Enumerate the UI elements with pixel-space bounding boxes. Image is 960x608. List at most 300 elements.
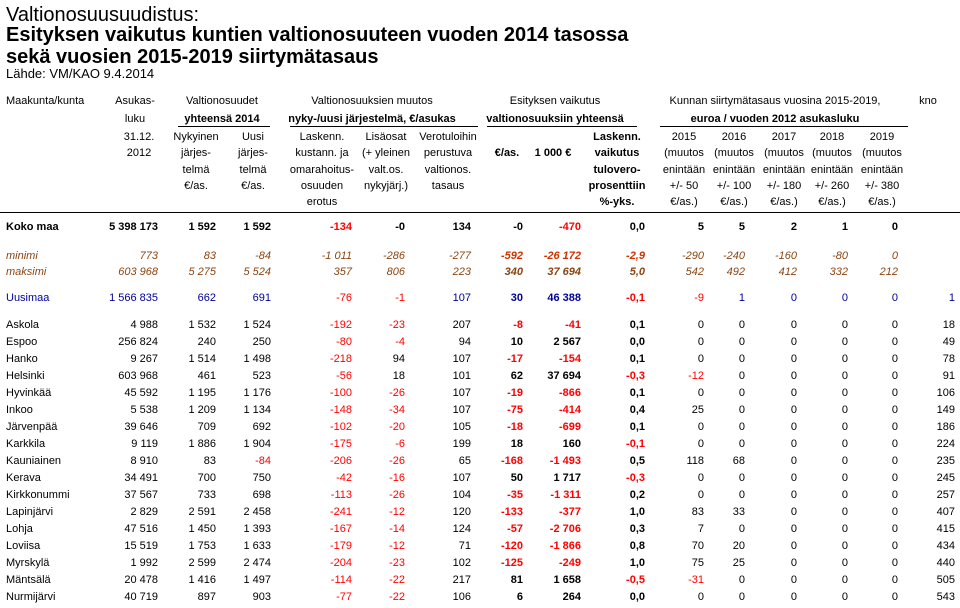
table-row bbox=[0, 421, 960, 438]
table-cell: 0 bbox=[891, 540, 898, 552]
table-cell: 407 bbox=[936, 506, 955, 518]
table-cell: -6 bbox=[395, 438, 405, 450]
table-cell: 94 bbox=[392, 353, 405, 365]
table-cell: -0,3 bbox=[626, 370, 645, 382]
table-row bbox=[0, 574, 960, 591]
table-cell: 224 bbox=[936, 438, 955, 450]
table-cell: -26 bbox=[389, 455, 405, 467]
table-cell: 0 bbox=[738, 523, 745, 535]
table-cell: 0 bbox=[841, 523, 848, 535]
table-cell: 0 bbox=[790, 404, 797, 416]
table-cell: 0 bbox=[738, 370, 745, 382]
table-cell: -12 bbox=[389, 540, 405, 552]
header-r4: 1 000 € bbox=[534, 147, 572, 159]
table-cell: 20 478 bbox=[124, 574, 158, 586]
table-cell: 1 717 bbox=[553, 472, 581, 484]
table-cell: 0 bbox=[891, 353, 898, 365]
table-cell: 434 bbox=[936, 540, 955, 552]
table-cell: 733 bbox=[197, 489, 216, 501]
table-cell: 107 bbox=[452, 353, 471, 365]
header-r4: (muutos bbox=[664, 147, 704, 159]
header-r6: +/- 260 bbox=[814, 180, 850, 192]
header-r7: €/as.) bbox=[720, 196, 748, 208]
table-cell: 0 bbox=[697, 489, 704, 501]
table-cell: -77 bbox=[336, 591, 352, 603]
header-r5: enintään bbox=[712, 164, 756, 176]
header-valtionosuudet: Valtionosuudet bbox=[186, 95, 258, 107]
table-cell: 49 bbox=[942, 336, 955, 348]
header-vaikutus: Esityksen vaikutus bbox=[509, 95, 601, 107]
table-cell: 0,4 bbox=[629, 404, 645, 416]
header-r5: enintään bbox=[810, 164, 854, 176]
table-cell: 40 719 bbox=[124, 591, 158, 603]
table-cell: 8 910 bbox=[130, 455, 158, 467]
table-cell: -0,1 bbox=[626, 438, 645, 450]
table-cell: -80 bbox=[832, 250, 848, 262]
table-cell: 0 bbox=[738, 489, 745, 501]
table-cell: 1 450 bbox=[188, 523, 216, 535]
header-r5: enintään bbox=[860, 164, 904, 176]
table-cell: 662 bbox=[197, 292, 216, 304]
header-yhteensa: yhteensä 2014 bbox=[184, 113, 260, 125]
row-name: Myrskylä bbox=[6, 557, 50, 569]
header-r5: tulovero- bbox=[593, 164, 641, 176]
header-r4: (+ yleinen bbox=[361, 147, 411, 159]
table-cell: 5,0 bbox=[629, 266, 645, 278]
table-cell: 0 bbox=[891, 319, 898, 331]
table-cell: -102 bbox=[329, 421, 352, 433]
header-r4: €/as. bbox=[494, 147, 520, 159]
header-underline bbox=[178, 126, 270, 127]
table-cell: -8 bbox=[513, 319, 523, 331]
table-cell: 104 bbox=[452, 489, 471, 501]
table-cell: 603 968 bbox=[118, 266, 158, 278]
header-underline bbox=[660, 126, 908, 127]
table-cell: 83 bbox=[691, 506, 704, 518]
table-cell: 1 393 bbox=[243, 523, 271, 535]
table-cell: 0 bbox=[738, 336, 745, 348]
table-cell: -0 bbox=[513, 221, 523, 233]
table-cell: 0 bbox=[790, 540, 797, 552]
table-cell: 505 bbox=[936, 574, 955, 586]
table-cell: 0 bbox=[841, 506, 848, 518]
table-row bbox=[0, 292, 960, 309]
table-row bbox=[0, 540, 960, 557]
table-cell: -1 bbox=[395, 292, 405, 304]
table-cell: 1 209 bbox=[188, 404, 216, 416]
table-cell: 0 bbox=[790, 455, 797, 467]
header-r5: telmä bbox=[182, 164, 210, 176]
header-r4: (muutos bbox=[714, 147, 754, 159]
row-name: Järvenpää bbox=[6, 421, 58, 433]
table-cell: 78 bbox=[942, 353, 955, 365]
table-cell: 33 bbox=[732, 506, 745, 518]
title-line-3: sekä vuosien 2015-2019 siirtymätasaus bbox=[6, 46, 379, 68]
table-cell: 81 bbox=[510, 574, 523, 586]
header-r4: 2012 bbox=[126, 147, 152, 159]
table-cell: -204 bbox=[329, 557, 352, 569]
table-cell: 340 bbox=[504, 266, 523, 278]
table-cell: 1 bbox=[738, 292, 745, 304]
table-cell: 0 bbox=[738, 438, 745, 450]
table-cell: 0 bbox=[891, 523, 898, 535]
table-cell: -22 bbox=[389, 574, 405, 586]
table-cell: -31 bbox=[688, 574, 704, 586]
table-cell: 30 bbox=[510, 292, 523, 304]
header-r4: vaikutus bbox=[594, 147, 640, 159]
header-r5: omarahoitus- bbox=[289, 164, 355, 176]
header-r3: Verotuloihin bbox=[419, 131, 477, 143]
table-cell: 1 bbox=[841, 221, 848, 233]
header-r3: 31.12. bbox=[123, 131, 155, 143]
table-cell: 68 bbox=[732, 455, 745, 467]
table-cell: -17 bbox=[507, 353, 523, 365]
table-cell: 0 bbox=[841, 387, 848, 399]
header-valtionosuuksiin: valtionosuuksiin yhteensä bbox=[486, 113, 624, 125]
header-r4: perustuva bbox=[423, 147, 473, 159]
table-cell: 700 bbox=[197, 472, 216, 484]
header-r7: €/as.) bbox=[818, 196, 846, 208]
row-name: Kauniainen bbox=[6, 455, 62, 467]
table-cell: -23 bbox=[389, 557, 405, 569]
table-cell: 9 267 bbox=[130, 353, 158, 365]
table-cell: 2 829 bbox=[130, 506, 158, 518]
table-cell: 10 bbox=[510, 336, 523, 348]
row-name: minimi bbox=[6, 250, 38, 262]
table-cell: -414 bbox=[558, 404, 581, 416]
table-cell: -14 bbox=[389, 523, 405, 535]
table-cell: 0 bbox=[697, 472, 704, 484]
table-cell: 1,0 bbox=[629, 557, 645, 569]
table-cell: 5 524 bbox=[243, 266, 271, 278]
table-cell: 0 bbox=[738, 387, 745, 399]
table-cell: 1 886 bbox=[188, 438, 216, 450]
table-cell: 2 591 bbox=[188, 506, 216, 518]
table-cell: 0 bbox=[841, 353, 848, 365]
table-cell: 603 968 bbox=[118, 370, 158, 382]
table-cell: 94 bbox=[458, 336, 471, 348]
table-cell: 357 bbox=[333, 266, 352, 278]
header-r5: enintään bbox=[762, 164, 806, 176]
table-cell: 37 694 bbox=[547, 266, 581, 278]
table-cell: 83 bbox=[203, 455, 216, 467]
table-cell: -16 bbox=[389, 472, 405, 484]
table-cell: 0 bbox=[790, 292, 797, 304]
table-cell: -0,3 bbox=[626, 472, 645, 484]
header-r3: Laskenn. bbox=[593, 131, 641, 143]
table-cell: -18 bbox=[507, 421, 523, 433]
table-cell: -240 bbox=[722, 250, 745, 262]
table-cell: 1 532 bbox=[188, 319, 216, 331]
table-cell: 62 bbox=[510, 370, 523, 382]
table-cell: -114 bbox=[330, 574, 352, 586]
header-luku: luku bbox=[124, 113, 146, 125]
table-cell: 20 bbox=[732, 540, 745, 552]
table-cell: 0 bbox=[891, 557, 898, 569]
table-cell: 0 bbox=[891, 387, 898, 399]
table-cell: 0 bbox=[891, 472, 898, 484]
table-cell: 0 bbox=[841, 421, 848, 433]
table-cell: -57 bbox=[507, 523, 523, 535]
table-cell: 0 bbox=[841, 370, 848, 382]
table-cell: -26 bbox=[389, 489, 405, 501]
header-maakunta: Maakunta/kunta bbox=[6, 95, 85, 107]
table-cell: 0 bbox=[891, 506, 898, 518]
table-cell: -866 bbox=[558, 387, 581, 399]
table-cell: 6 bbox=[516, 591, 523, 603]
table-cell: 0 bbox=[841, 472, 848, 484]
table-cell: 107 bbox=[452, 404, 471, 416]
table-cell: -4 bbox=[395, 336, 405, 348]
table-cell: 5 bbox=[697, 221, 704, 233]
table-cell: 4 988 bbox=[130, 319, 158, 331]
header-r6: +/- 100 bbox=[716, 180, 752, 192]
table-cell: 102 bbox=[452, 557, 471, 569]
table-cell: 543 bbox=[936, 591, 955, 603]
table-cell: 0 bbox=[891, 336, 898, 348]
table-cell: 2 458 bbox=[243, 506, 271, 518]
table-cell: 120 bbox=[452, 506, 471, 518]
table-row bbox=[0, 591, 960, 608]
table-cell: -592 bbox=[500, 250, 523, 262]
table-cell: 0 bbox=[697, 387, 704, 399]
table-cell: 698 bbox=[252, 489, 271, 501]
table-cell: 1 904 bbox=[243, 438, 271, 450]
table-cell: 18 bbox=[510, 438, 523, 450]
table-cell: 0 bbox=[891, 404, 898, 416]
table-cell: 0,0 bbox=[629, 221, 645, 233]
table-cell: -134 bbox=[329, 221, 352, 233]
table-cell: 0 bbox=[891, 370, 898, 382]
table-cell: 212 bbox=[879, 266, 898, 278]
table-cell: 542 bbox=[685, 266, 704, 278]
table-cell: 0 bbox=[738, 591, 745, 603]
table-row bbox=[0, 523, 960, 540]
header-asukas: Asukas- bbox=[115, 95, 155, 107]
table-cell: -125 bbox=[500, 557, 523, 569]
table-cell: 106 bbox=[452, 591, 471, 603]
table-cell: -20 bbox=[389, 421, 405, 433]
table-cell: -76 bbox=[336, 292, 352, 304]
table-cell: 1 592 bbox=[243, 221, 271, 233]
table-cell: 105 bbox=[452, 421, 471, 433]
table-cell: 65 bbox=[458, 455, 471, 467]
table-cell: 0,1 bbox=[629, 421, 645, 433]
table-cell: 0 bbox=[738, 421, 745, 433]
table-cell: 0 bbox=[841, 292, 848, 304]
table-cell: 5 275 bbox=[188, 266, 216, 278]
table-cell: 0 bbox=[841, 557, 848, 569]
table-cell: 2 474 bbox=[243, 557, 271, 569]
row-name: Mäntsälä bbox=[6, 574, 51, 586]
table-cell: -154 bbox=[558, 353, 581, 365]
header-r6: nykyjärj.) bbox=[363, 180, 409, 192]
table-cell: -218 bbox=[329, 353, 352, 365]
title-line-1: Valtionosuusuudistus: bbox=[6, 4, 200, 26]
table-cell: 492 bbox=[726, 266, 745, 278]
table-cell: 0 bbox=[891, 292, 898, 304]
header-r7: €/as.) bbox=[770, 196, 798, 208]
table-cell: 412 bbox=[778, 266, 797, 278]
table-cell: 0 bbox=[697, 353, 704, 365]
table-cell: 18 bbox=[392, 370, 405, 382]
header-r6: +/- 50 bbox=[669, 180, 699, 192]
table-cell: -100 bbox=[329, 387, 352, 399]
table-cell: 0 bbox=[841, 574, 848, 586]
table-cell: 245 bbox=[936, 472, 955, 484]
header-r3: 2015 bbox=[671, 131, 697, 143]
table-cell: -2,9 bbox=[626, 250, 645, 262]
row-name: Inkoo bbox=[6, 404, 33, 416]
header-r3: 2016 bbox=[721, 131, 747, 143]
header-muutos: Valtionosuuksien muutos bbox=[311, 95, 433, 107]
table-cell: 75 bbox=[691, 557, 704, 569]
table-cell: 0 bbox=[790, 353, 797, 365]
row-name: Kerava bbox=[6, 472, 41, 484]
row-name: Lapinjärvi bbox=[6, 506, 54, 518]
table-cell: 0 bbox=[891, 489, 898, 501]
table-cell: 46 388 bbox=[547, 292, 581, 304]
table-cell: 0 bbox=[790, 506, 797, 518]
table-cell: -22 bbox=[389, 591, 405, 603]
table-cell: -0,1 bbox=[626, 292, 645, 304]
table-row bbox=[0, 370, 960, 387]
table-cell: -1 011 bbox=[321, 250, 352, 262]
header-r3: 2017 bbox=[771, 131, 797, 143]
table-cell: 70 bbox=[691, 540, 704, 552]
table-cell: 0,5 bbox=[629, 455, 645, 467]
row-name: Lohja bbox=[6, 523, 33, 535]
table-cell: 0 bbox=[790, 472, 797, 484]
table-cell: -286 bbox=[382, 250, 405, 262]
table-cell: -277 bbox=[448, 250, 471, 262]
table-cell: 39 646 bbox=[124, 421, 158, 433]
row-name: Karkkila bbox=[6, 438, 46, 450]
table-cell: 256 824 bbox=[118, 336, 158, 348]
header-underline bbox=[487, 126, 637, 127]
header-r6: +/- 380 bbox=[864, 180, 900, 192]
table-cell: 1 134 bbox=[243, 404, 271, 416]
row-name: Hyvinkää bbox=[6, 387, 52, 399]
row-name: Askola bbox=[6, 319, 40, 331]
header-r6: +/- 180 bbox=[766, 180, 802, 192]
table-cell: 440 bbox=[936, 557, 955, 569]
table-cell: 160 bbox=[562, 438, 581, 450]
table-cell: 0 bbox=[891, 574, 898, 586]
table-cell: 773 bbox=[139, 250, 158, 262]
table-cell: 1 992 bbox=[130, 557, 158, 569]
table-cell: 101 bbox=[452, 370, 471, 382]
table-row bbox=[0, 387, 960, 404]
table-cell: 0,2 bbox=[629, 489, 645, 501]
table-cell: -1 493 bbox=[549, 455, 581, 467]
table-cell: 45 592 bbox=[124, 387, 158, 399]
table-cell: 250 bbox=[252, 336, 271, 348]
table-cell: -168 bbox=[500, 455, 523, 467]
table-cell: 1 753 bbox=[188, 540, 216, 552]
table-cell: 897 bbox=[197, 591, 216, 603]
header-underline bbox=[290, 126, 478, 127]
row-name: Espoo bbox=[6, 336, 38, 348]
row-name: Koko maa bbox=[6, 221, 59, 233]
row-name: Loviisa bbox=[6, 540, 41, 552]
table-cell: 1,0 bbox=[629, 506, 645, 518]
table-cell: 691 bbox=[252, 292, 271, 304]
table-cell: 199 bbox=[452, 438, 471, 450]
table-cell: 240 bbox=[197, 336, 216, 348]
table-cell: -1 866 bbox=[549, 540, 581, 552]
header-kno: kno bbox=[919, 95, 937, 107]
table-cell: 750 bbox=[252, 472, 271, 484]
table-cell: -120 bbox=[500, 540, 523, 552]
table-cell: 0 bbox=[790, 387, 797, 399]
table-cell: -133 bbox=[500, 506, 523, 518]
table-cell: -0 bbox=[395, 221, 405, 233]
row-name: Kirkkonummi bbox=[6, 489, 70, 501]
table-cell: 0 bbox=[790, 421, 797, 433]
header-r4: järjes- bbox=[238, 147, 268, 159]
table-cell: 0,1 bbox=[629, 387, 645, 399]
header-r4: (muutos bbox=[862, 147, 902, 159]
header-r3: Lisäosat bbox=[365, 131, 407, 143]
table-cell: -1 311 bbox=[550, 489, 581, 501]
table-cell: 903 bbox=[252, 591, 271, 603]
table-cell: 0,3 bbox=[629, 523, 645, 535]
table-cell: 2 bbox=[790, 221, 797, 233]
table-cell: 7 bbox=[697, 523, 704, 535]
table-cell: 0 bbox=[697, 438, 704, 450]
table-cell: 91 bbox=[942, 370, 955, 382]
table-cell: -206 bbox=[329, 455, 352, 467]
table-cell: 257 bbox=[936, 489, 955, 501]
row-name: Helsinki bbox=[6, 370, 45, 382]
table-cell: 0 bbox=[697, 319, 704, 331]
table-cell: 0 bbox=[841, 455, 848, 467]
table-cell: 107 bbox=[452, 292, 471, 304]
table-cell: 0 bbox=[697, 336, 704, 348]
table-cell: 0 bbox=[790, 489, 797, 501]
table-cell: -56 bbox=[336, 370, 352, 382]
table-cell: -249 bbox=[558, 557, 581, 569]
header-r5: enintään bbox=[662, 164, 706, 176]
table-cell: 0 bbox=[790, 591, 797, 603]
table-cell: 5 538 bbox=[130, 404, 158, 416]
header-r3: 2019 bbox=[869, 131, 895, 143]
header-r3: Uusi bbox=[241, 131, 265, 143]
table-cell: 2 599 bbox=[188, 557, 216, 569]
table-cell: 1 524 bbox=[243, 319, 271, 331]
table-cell: -26 172 bbox=[543, 250, 581, 262]
table-cell: 0 bbox=[841, 404, 848, 416]
table-row bbox=[0, 438, 960, 455]
table-cell: -23 bbox=[389, 319, 405, 331]
table-cell: 186 bbox=[936, 421, 955, 433]
table-row bbox=[0, 353, 960, 370]
table-cell: 0 bbox=[790, 319, 797, 331]
header-euroa: euroa / vuoden 2012 asukasluku bbox=[690, 113, 860, 125]
table-cell: 0,8 bbox=[629, 540, 645, 552]
table-cell: 124 bbox=[452, 523, 471, 535]
table-cell: 0,0 bbox=[629, 336, 645, 348]
table-cell: -377 bbox=[558, 506, 581, 518]
table-cell: -41 bbox=[565, 319, 581, 331]
table-cell: 523 bbox=[252, 370, 271, 382]
table-cell: 106 bbox=[936, 387, 955, 399]
header-r5: telmä bbox=[239, 164, 267, 176]
table-cell: 47 516 bbox=[124, 523, 158, 535]
table-cell: 0 bbox=[790, 336, 797, 348]
header-r4: kustann. ja bbox=[295, 147, 349, 159]
